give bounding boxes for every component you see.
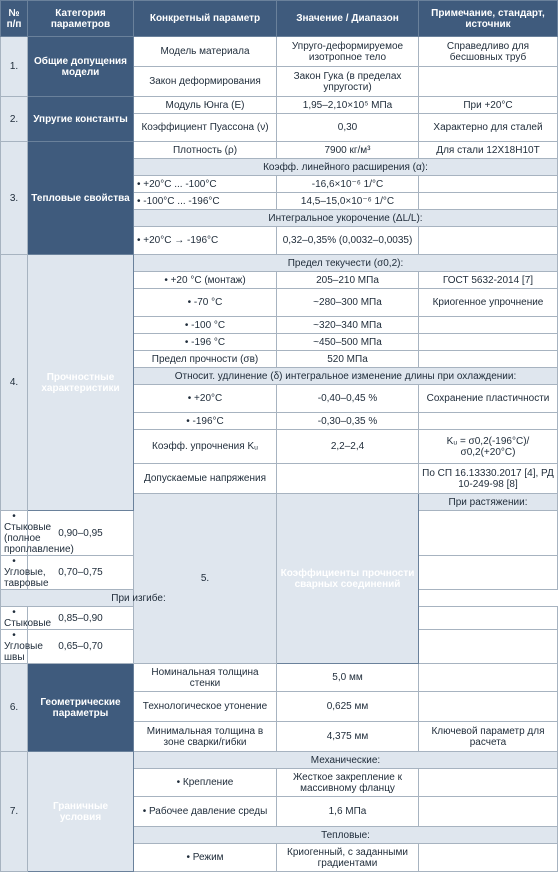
value-cell: Закон Гука (в пределах упругости) xyxy=(277,67,419,97)
header-value: Значение / Диапазон xyxy=(277,1,419,37)
note-cell xyxy=(419,67,558,97)
param-cell: • Угловые швы xyxy=(1,630,28,664)
value-cell: ~320–340 МПа xyxy=(277,317,419,334)
param-cell: Номинальная толщина стенки xyxy=(134,664,277,692)
value-cell: 0,65–0,70 xyxy=(28,630,134,664)
section-category: Граничные условия xyxy=(28,752,134,872)
header-note: Примечание, стандарт, источник xyxy=(419,1,558,37)
note-cell: ГОСТ 5632-2014 [7] xyxy=(419,272,558,289)
value-cell: 0,30 xyxy=(277,114,419,142)
note-cell: Сохранение пластичности xyxy=(419,385,558,413)
param-cell: • -100 °C xyxy=(134,317,277,334)
note-cell xyxy=(419,193,558,210)
section-number: 7. xyxy=(1,752,28,872)
note-cell xyxy=(419,317,558,334)
param-cell: Коэфф. упрочнения Kᵤ xyxy=(134,430,277,464)
param-cell: • +20°C → -196°C xyxy=(134,227,277,255)
param-cell: Коэффициент Пуассона (ν) xyxy=(134,114,277,142)
section-number: 1. xyxy=(1,37,28,97)
param-cell: • +20°C xyxy=(134,385,277,413)
header-param: Конкретный параметр xyxy=(134,1,277,37)
value-cell: 1,6 МПа xyxy=(277,797,419,827)
note-cell xyxy=(419,630,558,664)
subheader-cell: Тепловые: xyxy=(134,827,558,844)
param-cell: • Режим xyxy=(134,844,277,872)
param-cell: Закон деформирования xyxy=(134,67,277,97)
note-cell xyxy=(419,607,558,630)
value-cell: 0,85–0,90 xyxy=(28,607,134,630)
value-cell: 0,625 мм xyxy=(277,692,419,722)
table-row xyxy=(1,664,558,692)
subheader-cell: При изгибе: xyxy=(1,590,277,607)
param-cell: • Стыковые (полное проплавление) xyxy=(1,511,28,556)
value-cell: 1,95–2,10×10⁵ МПа xyxy=(277,97,419,114)
note-cell xyxy=(419,351,558,368)
section-number: 3. xyxy=(1,142,28,255)
section-category: Геометрические параметры xyxy=(28,664,134,752)
param-cell: • +20 °C (монтаж) xyxy=(134,272,277,289)
param-cell: Технологическое утонение xyxy=(134,692,277,722)
section-category: Коэффициенты прочности сварных соединений xyxy=(277,494,419,664)
value-cell: -16,6×10⁻⁶ 1/°C xyxy=(277,176,419,193)
table-row xyxy=(1,37,558,67)
value-cell: 205–210 МПа xyxy=(277,272,419,289)
note-cell: По СП 16.13330.2017 [4], РД 10-249-98 [8] xyxy=(419,464,558,494)
note-cell: Справедливо для бесшовных труб xyxy=(419,37,558,67)
header-category: Категория параметров xyxy=(28,1,134,37)
note-cell: Характерно для сталей xyxy=(419,114,558,142)
param-cell: • Рабочее давление среды xyxy=(134,797,277,827)
section-category: Общие допущения модели xyxy=(28,37,134,97)
note-cell xyxy=(419,413,558,430)
note-cell xyxy=(419,176,558,193)
note-cell xyxy=(419,664,558,692)
subheader-cell: При растяжении: xyxy=(419,494,558,511)
param-cell: • -70 °C xyxy=(134,289,277,317)
section-number: 6. xyxy=(1,664,28,752)
section-number: 4. xyxy=(1,255,28,511)
value-cell: 0,70–0,75 xyxy=(28,556,134,590)
table-header-row xyxy=(1,1,558,37)
subheader-cell: Интегральное укорочение (ΔL/L): xyxy=(134,210,558,227)
header-num: № п/п xyxy=(1,1,28,37)
note-cell xyxy=(419,334,558,351)
value-cell: -0,40–0,45 % xyxy=(277,385,419,413)
section-number: 5. xyxy=(134,494,277,664)
note-cell: Криогенное упрочнение xyxy=(419,289,558,317)
subheader-cell: Предел текучести (σ0,2): xyxy=(134,255,558,272)
value-cell: Упруго-деформируемое изотропное тело xyxy=(277,37,419,67)
value-cell xyxy=(277,464,419,494)
param-cell: • -100°C ... -196°C xyxy=(134,193,277,210)
param-cell: • -196 °C xyxy=(134,334,277,351)
param-cell: Предел прочности (σв) xyxy=(134,351,277,368)
subheader-cell: Механические: xyxy=(134,752,558,769)
note-cell xyxy=(419,692,558,722)
value-cell: 4,375 мм xyxy=(277,722,419,752)
section-category: Тепловые свойства xyxy=(28,142,134,255)
param-cell: Минимальная толщина в зоне сварки/гибки xyxy=(134,722,277,752)
param-cell: • -196°C xyxy=(134,413,277,430)
value-cell: Жесткое закрепление к массивному фланцу xyxy=(277,769,419,797)
table-row xyxy=(1,142,558,159)
param-cell: Допускаемые напряжения xyxy=(134,464,277,494)
subheader-cell: Относит. удлинение (δ) интегральное изменение длины при охлаждении: xyxy=(134,368,558,385)
value-cell: 0,90–0,95 xyxy=(28,511,134,556)
value-cell: -0,30–0,35 % xyxy=(277,413,419,430)
param-cell: • Угловые, тавровые xyxy=(1,556,28,590)
section-number: 2. xyxy=(1,97,28,142)
value-cell: 7900 кг/м³ xyxy=(277,142,419,159)
param-cell: Модуль Юнга (E) xyxy=(134,97,277,114)
note-cell xyxy=(419,511,558,556)
value-cell: ~450–500 МПа xyxy=(277,334,419,351)
value-cell: ~280–300 МПа xyxy=(277,289,419,317)
section-category: Прочностные характеристики xyxy=(28,255,134,511)
param-cell: • Крепление xyxy=(134,769,277,797)
note-cell: При +20°C xyxy=(419,97,558,114)
param-cell: • +20°C ... -100°C xyxy=(134,176,277,193)
table-row xyxy=(1,97,558,114)
note-cell: Для стали 12Х18Н10Т xyxy=(419,142,558,159)
note-cell xyxy=(419,769,558,797)
note-cell: Ключевой параметр для расчета xyxy=(419,722,558,752)
param-cell: • Стыковые xyxy=(1,607,28,630)
value-cell: 5,0 мм xyxy=(277,664,419,692)
note-cell xyxy=(419,844,558,872)
subheader-row xyxy=(1,752,558,769)
note-cell xyxy=(419,556,558,590)
note-cell xyxy=(419,227,558,255)
param-cell: Плотность (ρ) xyxy=(134,142,277,159)
value-cell: 2,2–2,4 xyxy=(277,430,419,464)
value-cell: 0,32–0,35% (0,0032–0,0035) xyxy=(277,227,419,255)
section-category: Упругие константы xyxy=(28,97,134,142)
subheader-row xyxy=(1,255,558,272)
value-cell: 520 МПа xyxy=(277,351,419,368)
note-cell: Kᵤ = σ0,2(-196°C)/ σ0,2(+20°C) xyxy=(419,430,558,464)
value-cell: 14,5–15,0×10⁻⁶ 1/°C xyxy=(277,193,419,210)
param-cell: Модель материала xyxy=(134,37,277,67)
subheader-cell: Коэфф. линейного расширения (α): xyxy=(134,159,558,176)
value-cell: Криогенный, с заданными градиентами xyxy=(277,844,419,872)
note-cell xyxy=(419,797,558,827)
